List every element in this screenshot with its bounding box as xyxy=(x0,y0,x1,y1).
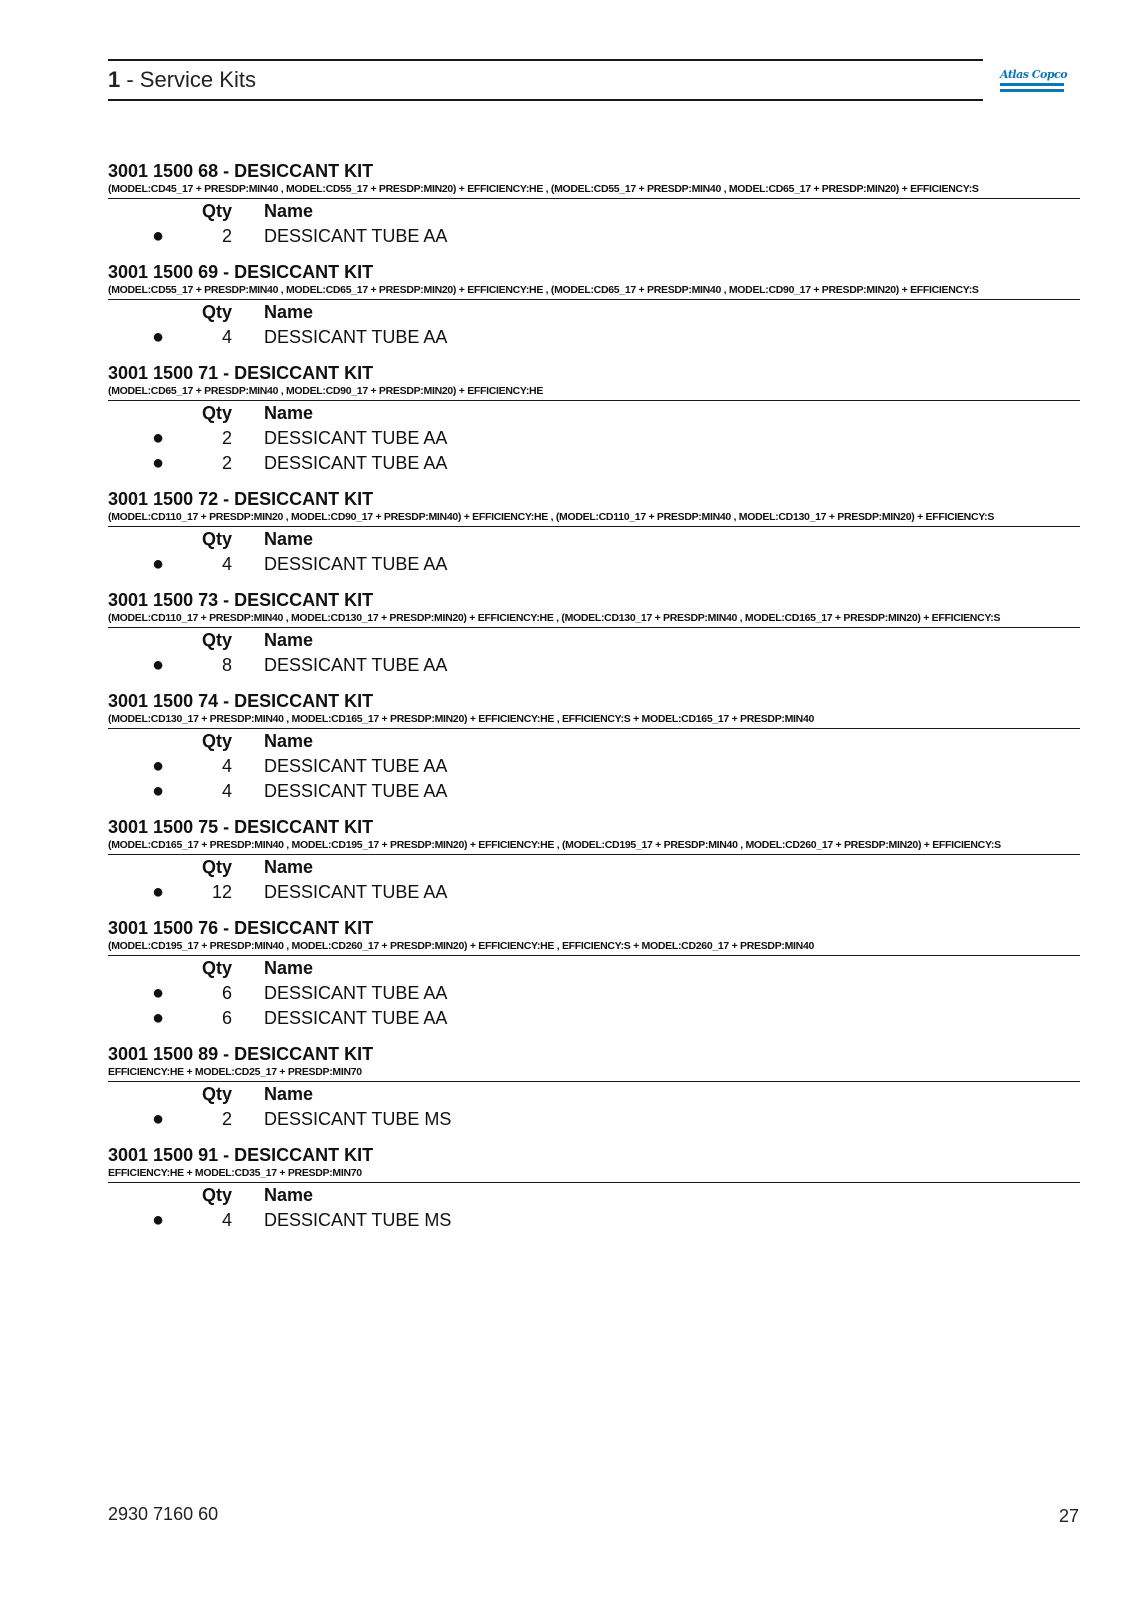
name-header: Name xyxy=(264,1084,314,1104)
bullet-icon: ● xyxy=(152,1209,165,1231)
part-qty: 12 xyxy=(211,882,232,902)
part-name: DESSICANT TUBE AA xyxy=(264,1008,448,1028)
part-name: DESSICANT TUBE AA xyxy=(264,554,448,574)
part-qty: 4 xyxy=(221,1210,232,1230)
part-row xyxy=(108,754,1080,779)
kit-title: 3001 1500 89 - DESICCANT KIT xyxy=(108,1044,374,1064)
kit-section xyxy=(108,1145,1080,1233)
part-row xyxy=(108,779,1080,804)
kit-list xyxy=(108,161,1080,1246)
qty-header: Qty xyxy=(201,1185,232,1205)
bullet-icon: ● xyxy=(152,225,165,247)
part-row xyxy=(108,1107,1080,1132)
part-qty: 4 xyxy=(221,781,232,801)
parts-table-header xyxy=(108,729,1080,754)
qty-header: Qty xyxy=(201,958,232,978)
part-name: DESSICANT TUBE AA xyxy=(264,327,448,347)
part-qty: 4 xyxy=(221,327,232,347)
kit-section xyxy=(108,691,1080,804)
logo-text: Atlas Copco xyxy=(1000,68,1068,81)
kit-section xyxy=(108,590,1080,678)
bullet-icon: ● xyxy=(152,982,165,1004)
qty-header: Qty xyxy=(201,201,232,221)
kit-title: 3001 1500 75 - DESICCANT KIT xyxy=(108,817,374,837)
kit-section xyxy=(108,161,1080,249)
kit-condition: (MODEL:CD65_17 + PRESDP:MIN40 , MODEL:CD90_17 + PRESDP:MIN20) + EFFICIENCY:HE xyxy=(108,384,1080,401)
name-header: Name xyxy=(264,857,314,877)
kit-section xyxy=(108,262,1080,350)
section-title: - Service Kits xyxy=(120,67,256,92)
name-header: Name xyxy=(264,1185,314,1205)
part-qty: 2 xyxy=(221,428,232,448)
kit-title: 3001 1500 68 - DESICCANT KIT xyxy=(108,161,374,181)
bullet-icon: ● xyxy=(152,427,165,449)
page-header xyxy=(108,59,983,101)
bullet-icon: ● xyxy=(152,881,165,903)
part-qty: 2 xyxy=(221,226,232,246)
part-row xyxy=(108,224,1080,249)
qty-header: Qty xyxy=(201,1084,232,1104)
part-row xyxy=(108,1006,1080,1031)
qty-header: Qty xyxy=(201,529,232,549)
name-header: Name xyxy=(264,731,314,751)
kit-condition: (MODEL:CD130_17 + PRESDP:MIN40 , MODEL:CD165_17 + PRESDP:MIN20) + EFFICIENCY:HE , EFFICIENCY:S + MODEL:CD165_17 + PRESDP:MIN40 xyxy=(108,712,1080,729)
kit-title: 3001 1500 69 - DESICCANT KIT xyxy=(108,262,374,282)
parts-table-header xyxy=(108,199,1080,224)
part-qty: 8 xyxy=(221,655,232,675)
part-name: DESSICANT TUBE AA xyxy=(264,428,448,448)
part-row xyxy=(108,1208,1080,1233)
kit-title: 3001 1500 76 - DESICCANT KIT xyxy=(108,918,374,938)
parts-table-header xyxy=(108,855,1080,880)
part-qty: 2 xyxy=(221,453,232,473)
kit-condition: (MODEL:CD165_17 + PRESDP:MIN40 , MODEL:CD195_17 + PRESDP:MIN20) + EFFICIENCY:HE , (MODEL:CD195_17 + PRESDP:MIN40 , MODEL:CD260_17 + PRESDP:MIN20) + EFFICIENCY:S xyxy=(108,838,1080,855)
part-name: DESSICANT TUBE AA xyxy=(264,226,448,246)
part-row xyxy=(108,653,1080,678)
kit-condition: (MODEL:CD110_17 + PRESDP:MIN20 , MODEL:CD90_17 + PRESDP:MIN40) + EFFICIENCY:HE , (MODEL:CD110_17 + PRESDP:MIN40 , MODEL:CD130_17 + PRESDP:MIN20) + EFFICIENCY:S xyxy=(108,510,1080,527)
bullet-icon: ● xyxy=(152,654,165,676)
kit-section xyxy=(108,363,1080,476)
part-name: DESSICANT TUBE AA xyxy=(264,983,448,1003)
part-row xyxy=(108,325,1080,350)
name-header: Name xyxy=(264,630,314,650)
kit-title: 3001 1500 91 - DESICCANT KIT xyxy=(108,1145,374,1165)
atlas-copco-logo xyxy=(1000,60,1068,94)
part-name: DESSICANT TUBE AA xyxy=(264,756,448,776)
parts-table-header xyxy=(108,401,1080,426)
qty-header: Qty xyxy=(201,302,232,322)
kit-section xyxy=(108,918,1080,1031)
page-title xyxy=(108,67,256,93)
part-name: DESSICANT TUBE AA xyxy=(264,882,448,902)
bullet-icon: ● xyxy=(152,1108,165,1130)
kit-condition: (MODEL:CD195_17 + PRESDP:MIN40 , MODEL:CD260_17 + PRESDP:MIN20) + EFFICIENCY:HE , EFFICIENCY:S + MODEL:CD260_17 + PRESDP:MIN40 xyxy=(108,939,1080,956)
kit-section xyxy=(108,817,1080,905)
part-name: DESSICANT TUBE MS xyxy=(264,1210,452,1230)
parts-table-header xyxy=(108,527,1080,552)
part-row xyxy=(108,451,1080,476)
bullet-icon: ● xyxy=(152,755,165,777)
part-qty: 6 xyxy=(221,1008,232,1028)
parts-table-header xyxy=(108,628,1080,653)
parts-table-header xyxy=(108,1082,1080,1107)
name-header: Name xyxy=(264,302,314,322)
kit-section xyxy=(108,489,1080,577)
part-qty: 6 xyxy=(221,983,232,1003)
kit-condition: EFFICIENCY:HE + MODEL:CD25_17 + PRESDP:MIN70 xyxy=(108,1065,1080,1082)
document-number: 2930 7160 60 xyxy=(108,1504,219,1524)
part-qty: 2 xyxy=(221,1109,232,1129)
kit-condition: (MODEL:CD55_17 + PRESDP:MIN40 , MODEL:CD65_17 + PRESDP:MIN20) + EFFICIENCY:HE , (MODEL:CD65_17 + PRESDP:MIN40 , MODEL:CD90_17 + PRESDP:MIN20) + EFFICIENCY:S xyxy=(108,283,1080,300)
name-header: Name xyxy=(264,403,314,423)
name-header: Name xyxy=(264,529,314,549)
part-name: DESSICANT TUBE AA xyxy=(264,453,448,473)
kit-condition: EFFICIENCY:HE + MODEL:CD35_17 + PRESDP:MIN70 xyxy=(108,1166,1080,1183)
kit-title: 3001 1500 71 - DESICCANT KIT xyxy=(108,363,374,383)
parts-table-header xyxy=(108,1183,1080,1208)
kit-title: 3001 1500 73 - DESICCANT KIT xyxy=(108,590,374,610)
part-row xyxy=(108,552,1080,577)
kit-title: 3001 1500 74 - DESICCANT KIT xyxy=(108,691,374,711)
bullet-icon: ● xyxy=(152,553,165,575)
qty-header: Qty xyxy=(201,403,232,423)
kit-title: 3001 1500 72 - DESICCANT KIT xyxy=(108,489,374,509)
part-name: DESSICANT TUBE AA xyxy=(264,655,448,675)
bullet-icon: ● xyxy=(152,780,165,802)
section-number: 1 xyxy=(108,67,121,92)
part-row xyxy=(108,981,1080,1006)
parts-table-header xyxy=(108,300,1080,325)
part-row xyxy=(108,880,1080,905)
name-header: Name xyxy=(264,958,314,978)
name-header: Name xyxy=(264,201,314,221)
part-row xyxy=(108,426,1080,451)
logo-bar xyxy=(1000,83,1064,86)
kit-section xyxy=(108,1044,1080,1132)
bullet-icon: ● xyxy=(152,1007,165,1029)
page-number: 27 xyxy=(1058,1506,1079,1526)
qty-header: Qty xyxy=(201,857,232,877)
bullet-icon: ● xyxy=(152,326,165,348)
part-name: DESSICANT TUBE AA xyxy=(264,781,448,801)
bullet-icon: ● xyxy=(152,452,165,474)
kit-condition: (MODEL:CD45_17 + PRESDP:MIN40 , MODEL:CD55_17 + PRESDP:MIN20) + EFFICIENCY:HE , (MODEL:CD55_17 + PRESDP:MIN40 , MODEL:CD65_17 + PRESDP:MIN20) + EFFICIENCY:S xyxy=(108,182,1080,199)
part-qty: 4 xyxy=(221,554,232,574)
qty-header: Qty xyxy=(201,731,232,751)
kit-condition: (MODEL:CD110_17 + PRESDP:MIN40 , MODEL:CD130_17 + PRESDP:MIN20) + EFFICIENCY:HE , (MODEL:CD130_17 + PRESDP:MIN40 , MODEL:CD165_17 + PRESDP:MIN20) + EFFICIENCY:S xyxy=(108,611,1080,628)
part-qty: 4 xyxy=(221,756,232,776)
logo-bar xyxy=(1000,89,1064,92)
parts-table-header xyxy=(108,956,1080,981)
part-name: DESSICANT TUBE MS xyxy=(264,1109,452,1129)
qty-header: Qty xyxy=(201,630,232,650)
